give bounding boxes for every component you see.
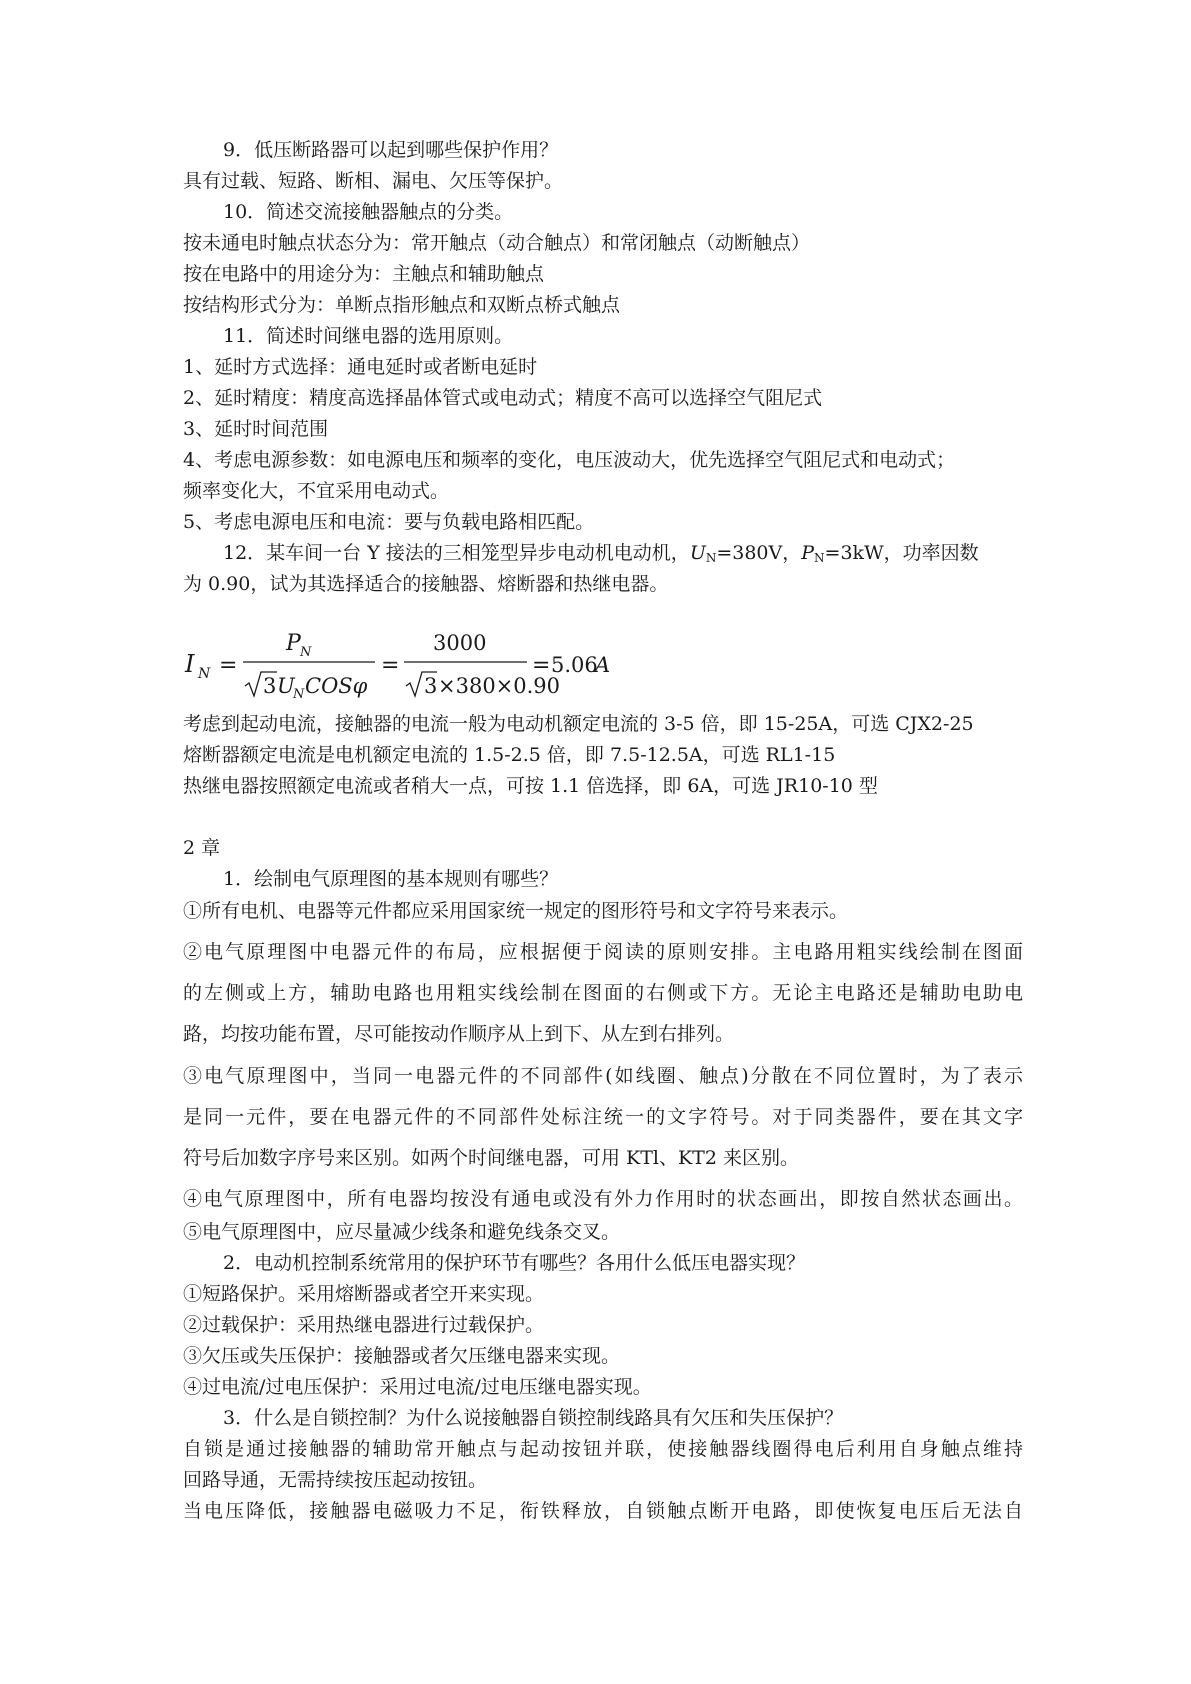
ch2-answer-1-line: ③电气原理图中，当同一电器元件的不同部件(如线圈、触点)分散在不同位置时，为了表示 xyxy=(183,1065,1023,1087)
question-11: 11．简述时间继电器的选用原则。 xyxy=(223,325,514,347)
ch2-answer-2-line: ②过载保护：采用热继电器进行过载保护。 xyxy=(183,1314,545,1336)
answer-11-line: 3、延时时间范围 xyxy=(183,418,329,440)
formula-eq-2: = xyxy=(381,653,400,678)
answer-11-line: 频率变化大，不宜采用电动式。 xyxy=(183,480,450,502)
formula-result-unit: A xyxy=(595,653,611,677)
formula-eq-3: = xyxy=(532,653,551,678)
answer-10-line: 按在电路中的用途分为：主触点和辅助触点 xyxy=(183,263,545,285)
question-9: 9．低压断路器可以起到哪些保护作用？ xyxy=(223,139,559,161)
question-12-line2: 为 0.90，试为其选择适合的接触器、熔断器和热继电器。 xyxy=(183,573,669,595)
answer-12-line: 熔断器额定电流是电机额定电流的 1.5-2.5 倍，即 7.5-12.5A，可选 RL1-15 xyxy=(183,744,836,766)
answer-12-line: 热继电器按照额定电流或者稍大一点，可按 1.1 倍选择，即 6A，可选 JR10-10 型 xyxy=(183,775,878,797)
voltage-subscript: N xyxy=(705,551,717,565)
formula-num1: P xyxy=(286,631,301,656)
answer-10-line: 按结构形式分为：单断点指形触点和双断点桥式触点 xyxy=(183,294,621,316)
formula-den2-rest: ×380×0.90 xyxy=(438,674,561,698)
question-12 xyxy=(223,540,1063,571)
formula-result: 5.06 xyxy=(551,653,598,677)
formula-den1-rest: COSφ xyxy=(305,674,368,698)
formula-lhs-sub: N xyxy=(198,666,211,682)
formula-num1-sub: N xyxy=(300,645,312,660)
ch2-answer-2-line: ④过电流/过电压保护：采用过电流/过电压继电器实现。 xyxy=(183,1376,652,1398)
answer-10-line: 按未通电时触点状态分为：常开触点（动合触点）和常闭触点（动断触点） xyxy=(183,232,811,254)
ch2-answer-1-line: ⑤电气原理图中，应尽量减少线条和避免线条交叉。 xyxy=(183,1221,621,1243)
chapter-heading: 2 章 xyxy=(183,837,221,859)
answer-11-line: 1、延时方式选择：通电延时或者断电延时 xyxy=(183,356,538,378)
power-subscript: N xyxy=(814,551,825,565)
ch2-answer-3-line: 回路导通，无需持续按压起动按钮。 xyxy=(183,1469,488,1491)
ch2-question-3: 3．什么是自锁控制？为什么说接触器自锁控制线路具有欠压和失压保护？ xyxy=(223,1407,844,1429)
ch2-question-2: 2．电动机控制系统常用的保护环节有哪些？各用什么低压电器实现？ xyxy=(223,1252,806,1274)
ch2-answer-3-line: 自锁是通过接触器的辅助常开触点与起动按钮并联，使接触器线圈得电后利用自身触点维持 xyxy=(183,1438,1023,1460)
ch2-answer-1-line: 路，均按功能布置，尽可能按动作顺序从上到下、从左到右排列。 xyxy=(183,1023,735,1045)
formula-den1-u: U xyxy=(277,674,295,698)
answer-11-line: 5、考虑电源电压和电流：要与负载电路相匹配。 xyxy=(183,511,595,533)
ch2-answer-1-line: 的左侧或上方，辅助电路也用粗实线绘制在图面的右侧或下方。无论主电路还是辅助电助电 xyxy=(183,982,1023,1004)
formula-num2: 3000 xyxy=(433,631,487,655)
question-12-prefix: 12．某车间一台 Y 接法的三相笼型异步电动机电动机， xyxy=(223,542,690,564)
power-symbol: P xyxy=(801,542,815,564)
ch2-answer-1-line: 是同一元件，要在电器元件的不同部件处标注统一的文字符号。对于同类器件，要在其文字 xyxy=(183,1106,1023,1128)
power-value: =3kW，功率因数 xyxy=(824,542,979,564)
formula-svg xyxy=(183,626,643,706)
ch2-answer-2-line: ③欠压或失压保护：接触器或者欠压继电器来实现。 xyxy=(183,1345,621,1367)
answer-11-line: 4、考虑电源参数：如电源电压和频率的变化，电压波动大，优先选择空气阻尼式和电动式； xyxy=(183,449,956,471)
formula-den2-root: 3 xyxy=(424,674,438,698)
answer-11-line: 2、延时精度：精度高选择晶体管式或电动式；精度不高可以选择空气阻尼式 xyxy=(183,387,823,409)
ch2-answer-2-line: ①短路保护。采用熔断器或者空开来实现。 xyxy=(183,1283,545,1305)
ch2-answer-1-line: ④电气原理图中，所有电器均按没有通电或没有外力作用时的状态画出，即按自然状态画出。 xyxy=(183,1188,1023,1210)
formula-lhs: I xyxy=(185,650,195,678)
voltage-value: =380V， xyxy=(716,542,802,564)
ch2-answer-1-line: ②电气原理图中电器元件的布局，应根据便于阅读的原则安排。主电路用粗实线绘制在图面 xyxy=(183,941,1023,963)
ch2-answer-1-line: ①所有电机、电器等元件都应采用国家统一规定的图形符号和文字符号来表示。 xyxy=(183,900,849,922)
voltage-symbol: U xyxy=(689,542,706,564)
ch2-answer-3-line: 当电压降低，接触器电磁吸力不足，衔铁释放，自锁触点断开电路，即使恢复电压后无法自 xyxy=(183,1500,1023,1522)
answer-12-line: 考虑到起动电流，接触器的电流一般为电动机额定电流的 3-5 倍，即 15-25A，可选 CJX2-25 xyxy=(183,713,974,735)
formula-den1-root: 3 xyxy=(263,674,277,698)
formula-den1-u-sub: N xyxy=(293,687,305,702)
ch2-answer-1-line: 符号后加数字序号来区别。如两个时间继电器，可用 KTl、KT2 来区别。 xyxy=(183,1147,799,1169)
current-formula xyxy=(183,626,643,706)
answer-9: 具有过载、短路、断相、漏电、欠压等保护。 xyxy=(183,170,564,192)
question-10: 10．简述交流接触器触点的分类。 xyxy=(223,201,514,223)
ch2-question-1: 1．绘制电气原理图的基本规则有哪些？ xyxy=(223,868,559,890)
formula-eq-1: = xyxy=(219,653,238,678)
